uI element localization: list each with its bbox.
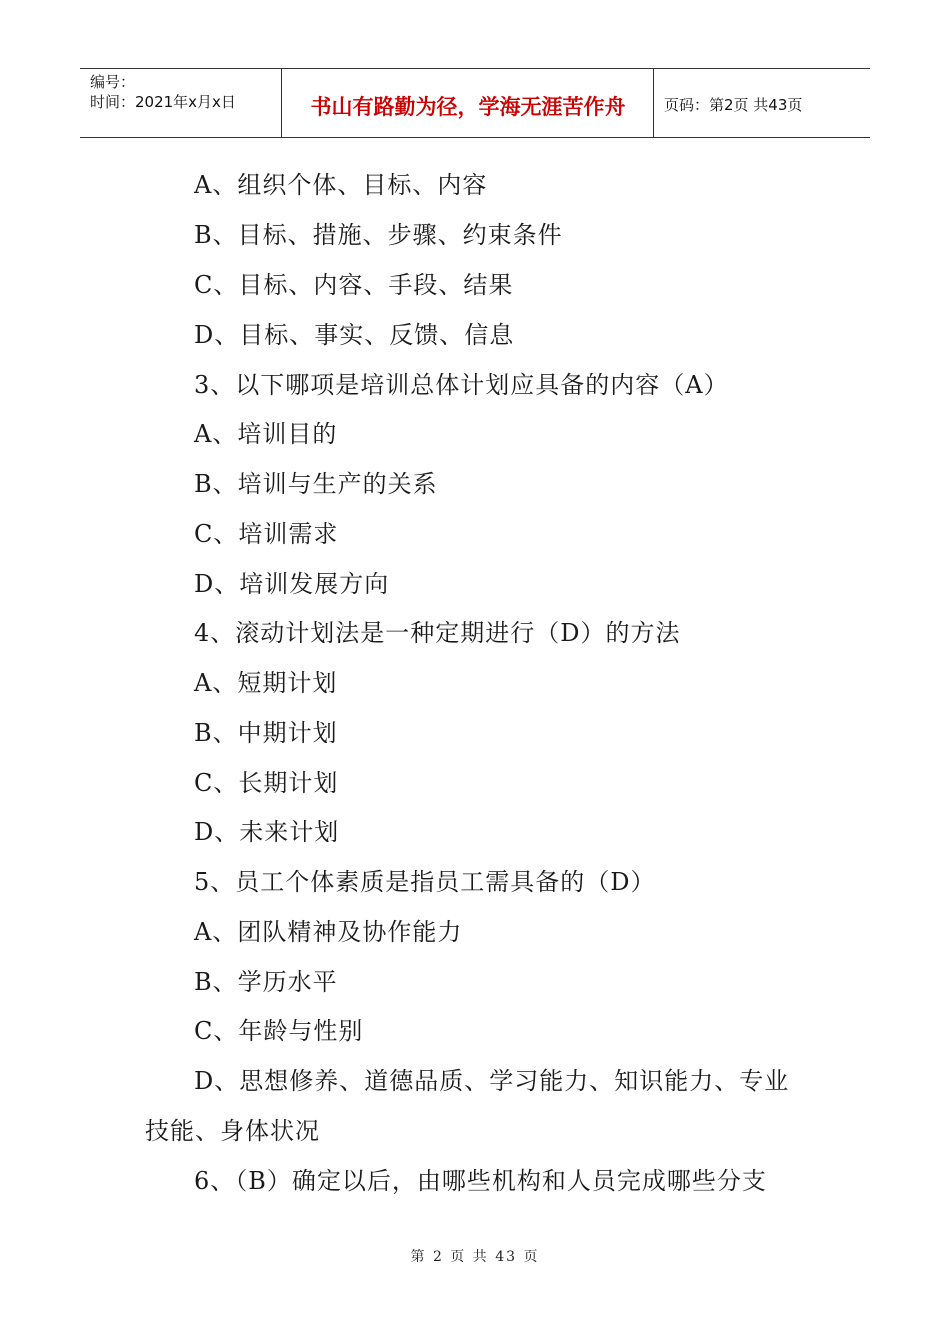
text-line: C、目标、内容、手段、结果: [194, 271, 514, 299]
page-header: [80, 68, 870, 138]
question-line: 3、以下哪项是培训总体计划应具备的内容（A）: [194, 371, 729, 399]
header-page-info: 页码：第2页 共43页: [664, 96, 803, 114]
question-line: 5、员工个体素质是指员工需具备的（D）: [194, 868, 656, 896]
text-line: C、长期计划: [194, 769, 339, 797]
question-line: 4、滚动计划法是一种定期进行（D）的方法: [194, 619, 681, 647]
document-date: 时间：2021年x月x日: [90, 93, 236, 111]
text-line: D、思想修养、道德品质、学习能力、知识能力、专业: [194, 1067, 790, 1095]
header-meta-cell: [80, 69, 282, 137]
header-motto: 书山有路勤为径，学海无涯苦作舟: [310, 95, 626, 119]
text-line: D、目标、事实、反馈、信息: [194, 321, 515, 349]
text-line: D、培训发展方向: [194, 570, 390, 598]
text-line: A、培训目的: [194, 420, 338, 448]
text-line: A、团队精神及协作能力: [194, 918, 463, 946]
text-line: 技能、身体状况: [145, 1117, 320, 1145]
text-line: B、中期计划: [194, 719, 338, 747]
header-motto-cell: [282, 69, 654, 137]
text-line: B、目标、措施、步骤、约束条件: [194, 221, 563, 249]
question-line: 6、（B）确定以后，由哪些机构和人员完成哪些分支: [194, 1167, 767, 1195]
text-line: C、年龄与性别: [194, 1017, 364, 1045]
text-line: D、未来计划: [194, 818, 340, 846]
page-footer: 第 2 页 共 43 页: [410, 1249, 540, 1265]
text-line: B、学历水平: [194, 968, 338, 996]
text-line: B、培训与生产的关系: [194, 470, 438, 498]
header-page-cell: [654, 69, 870, 137]
text-line: A、短期计划: [194, 669, 338, 697]
text-line: C、培训需求: [194, 520, 339, 548]
document-number-label: 编号：: [90, 73, 136, 91]
text-line: A、组织个体、目标、内容: [194, 171, 488, 199]
